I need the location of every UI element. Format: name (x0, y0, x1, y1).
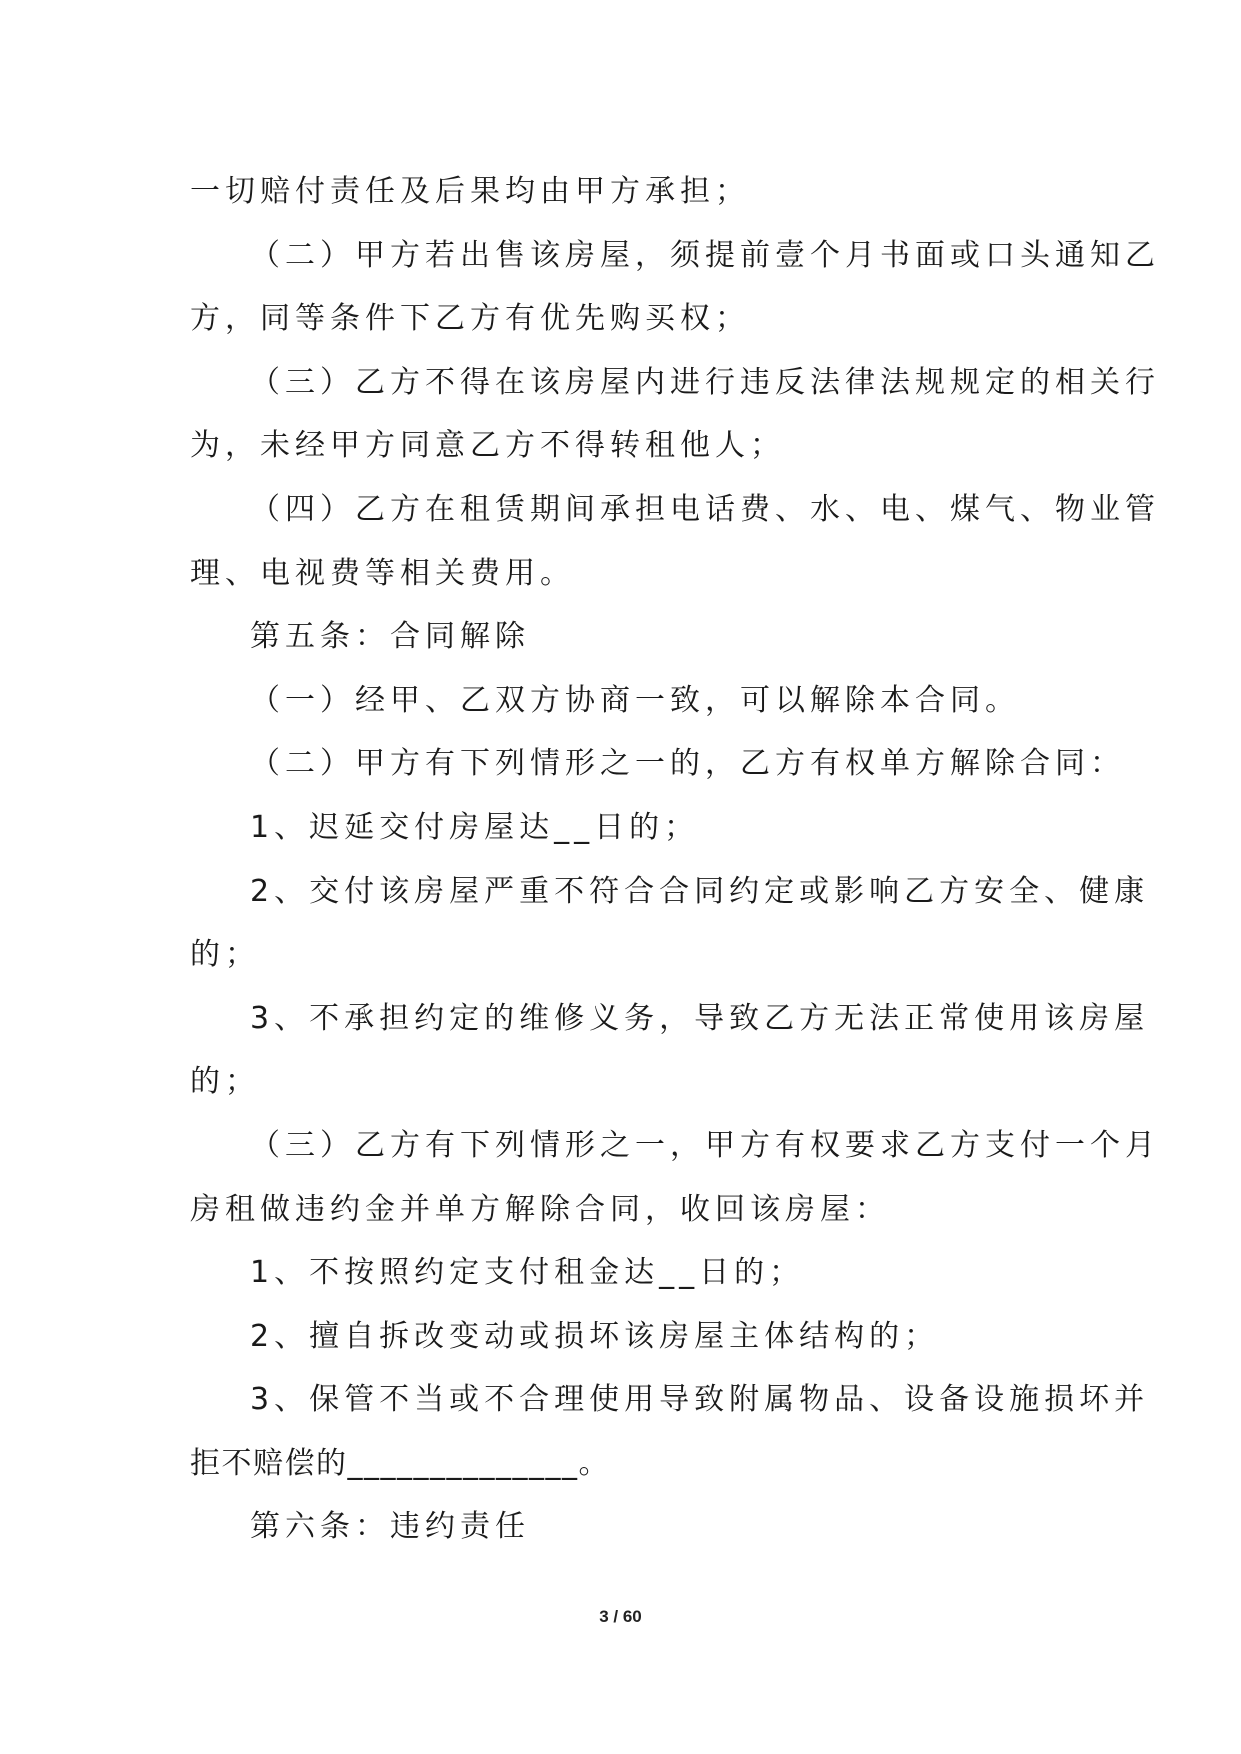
paragraph-line: 一切赔付责任及后果均由甲方承担； (190, 174, 750, 209)
paragraph-line: （三）乙方不得在该房屋内进行违反法律法规规定的相关行 (250, 364, 1160, 400)
paragraph-line: （二）甲方有下列情形之一的，乙方有权单方解除合同： (250, 746, 1125, 782)
paragraph-line: 2、擅自拆改变动或损坏该房屋主体结构的； (250, 1318, 940, 1354)
section-heading: 第六条：违约责任 (250, 1509, 530, 1545)
paragraph-line: 拒不赔偿的______________。 (190, 1445, 610, 1481)
paragraph-line: （四）乙方在租赁期间承担电话费、水、电、煤气、物业管 (250, 491, 1160, 527)
paragraph-line: 3、保管不当或不合理使用导致附属物品、设备设施损坏并 (250, 1382, 1150, 1418)
paragraph-line: 房租做违约金并单方解除合同，收回该房屋： (190, 1191, 890, 1227)
paragraph-line: 的； (190, 937, 260, 973)
paragraph-line: 1、迟延交付房屋达__日的； (250, 809, 700, 845)
paragraph-line: 为，未经甲方同意乙方不得转租他人； (190, 428, 785, 464)
section-heading: 第五条：合同解除 (250, 619, 530, 655)
page-number: 3 / 60 (599, 1607, 642, 1626)
paragraph-line: 的； (190, 1064, 260, 1100)
paragraph-line: 2、交付该房屋严重不符合合同约定或影响乙方安全、健康 (250, 873, 1150, 909)
document-body (190, 160, 1160, 1559)
paragraph-line: （一）经甲、乙双方协商一致，可以解除本合同。 (250, 682, 1020, 718)
paragraph-line: 理、电视费等相关费用。 (190, 555, 575, 591)
paragraph-line: （三）乙方有下列情形之一，甲方有权要求乙方支付一个月 (250, 1127, 1160, 1163)
paragraph-line: 方，同等条件下乙方有优先购买权； (190, 301, 750, 337)
paragraph-line: （二）甲方若出售该房屋，须提前壹个月书面或口头通知乙 (250, 237, 1160, 273)
paragraph-line: 1、不按照约定支付租金达__日的； (250, 1255, 805, 1291)
paragraph-line: 3、不承担约定的维修义务，导致乙方无法正常使用该房屋 (250, 1000, 1150, 1036)
